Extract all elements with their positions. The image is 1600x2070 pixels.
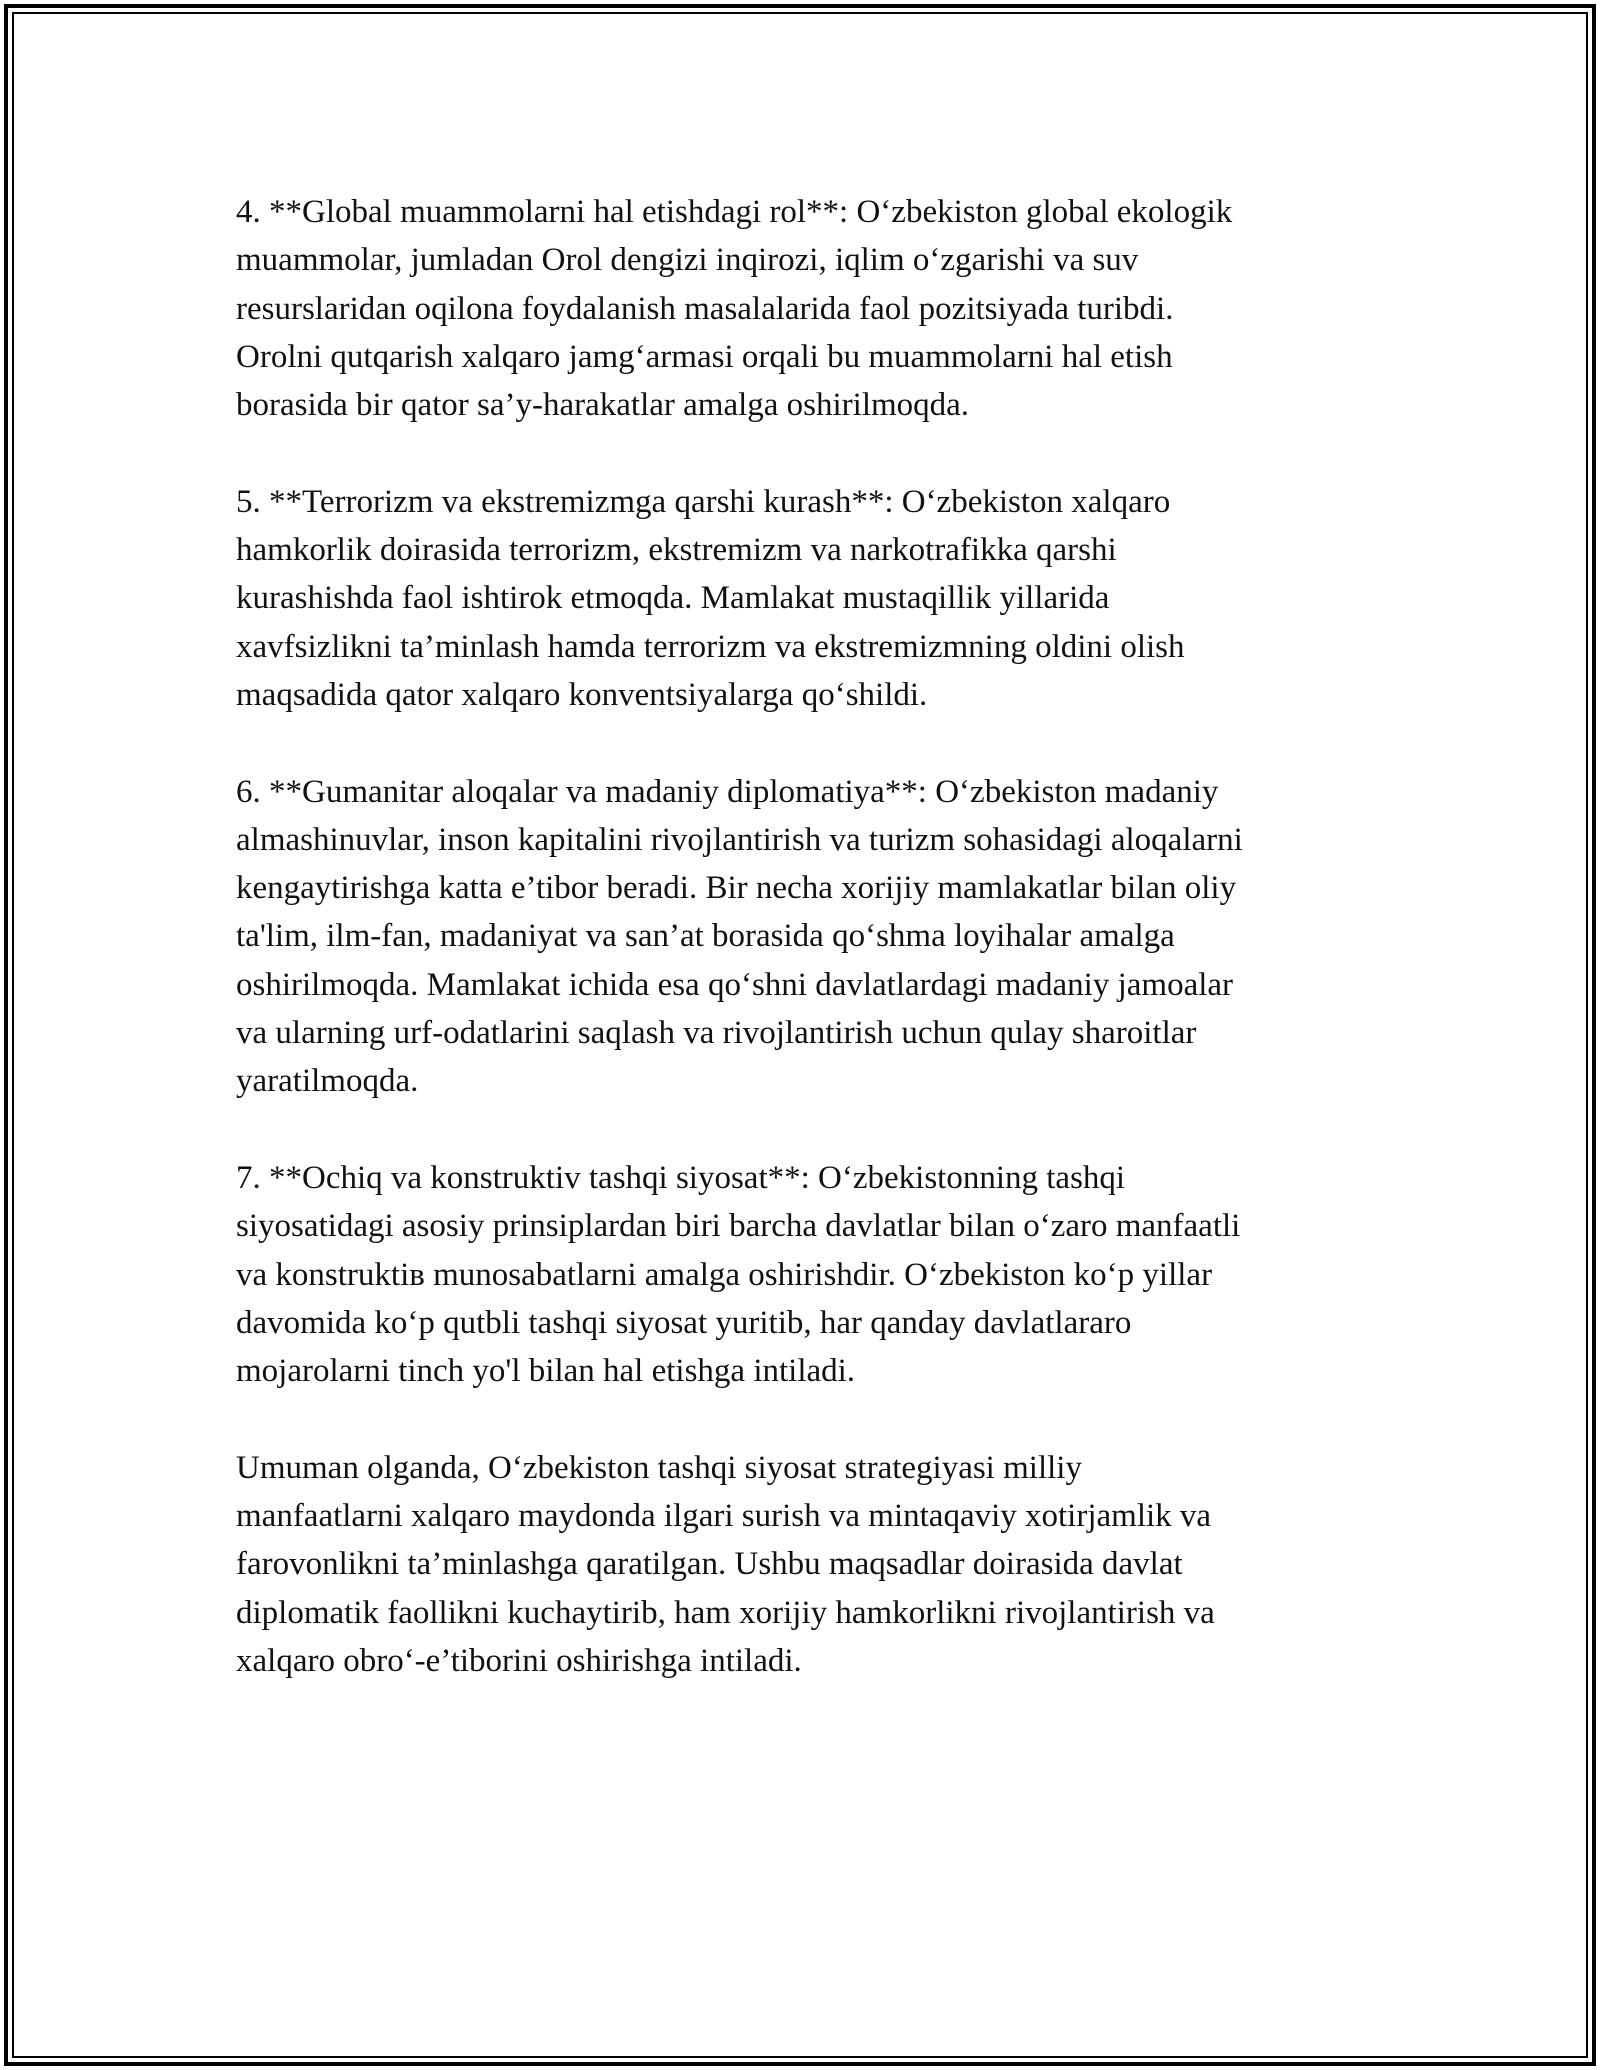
paragraph-humanitarian: 6. **Gumanitar aloqalar va madaniy diplomatiya**: O‘zbekiston madaniy almashinuvlar, inson kapitalini rivojlantirish va turizm sohasidagi aloqalarni kengaytirishga katta e’tibor beradi. Bir necha xorijiy mamlakatlar bilan oliy ta'lim, ilm-fan, madaniyat va san’at borasida qo‘shma loyihalar amalga oshirilmoqda. Mamlakat ichida esa qo‘shni davlatlardagi madaniy jamoalar va ularning urf-odatlarini saqlash va rivojlantirish uchun qulay sharoitlar yaratilmoqda. <box>236 773 1243 1100</box>
paragraph-foreign-policy: 7. **Ochiq va konstruktiv tashqi siyosat**: O‘zbekistonning tashqi siyosatidagi asosiy prinsiplardan biri barcha davlatlar bilan o‘zaro manfaatli va konstruktiв munosabatlarni amalga oshirishdir. O‘zbekiston ko‘p yillar davomida ko‘p qutbli tashqi siyosat yuritib, har qanday davlatlararo mojarolarni tinch yo'l bilan hal etishga intiladi. <box>236 1159 1241 1390</box>
paragraph-terrorism: 5. **Terrorizm va ekstremizmga qarshi kurash**: O‘zbekiston xalqaro hamkorlik doirasida terrorizm, ekstremizm va narkotrafikka qarshi kurashishda faol ishtirok etmoqda. Mamlakat mustaqillik yillarida xavfsizlikni ta’minlash hamda terrorizm va ekstremizmning oldini olish maqsadida qator xalqaro konventsiyalarga qo‘shildi. <box>236 483 1185 713</box>
paragraph-global-problems: 4. **Global muammolarni hal etishdagi rol**: O‘zbekiston global ekologik muammolar, jumladan Orol dengizi inqirozi, iqlim o‘zgarishi va suv resurslaridan oqilona foydalanish masalalarida faol pozitsiyada turibdi. Orolni qutqarish xalqaro jamg‘armasi orqali bu muammolarni hal etish borasida bir qator sa’y-harakatlar amalga oshirilmoqda. <box>236 194 1233 424</box>
document-body <box>236 188 1386 1734</box>
paragraph-conclusion: Umuman olganda, O‘zbekiston tashqi siyosat strategiyasi milliy manfaatlarni xalqaro maydonda ilgari surish va mintaqaviy xotirjamlik va farovonlikni ta’minlashga qaratilgan. Ushbu maqsadlar doirasida davlat diplomatik faollikni kuchaytirib, ham xorijiy hamkorlikni rivojlantirish va xalqaro obro‘-e’tiborini oshirishga intiladi. <box>236 1449 1215 1679</box>
